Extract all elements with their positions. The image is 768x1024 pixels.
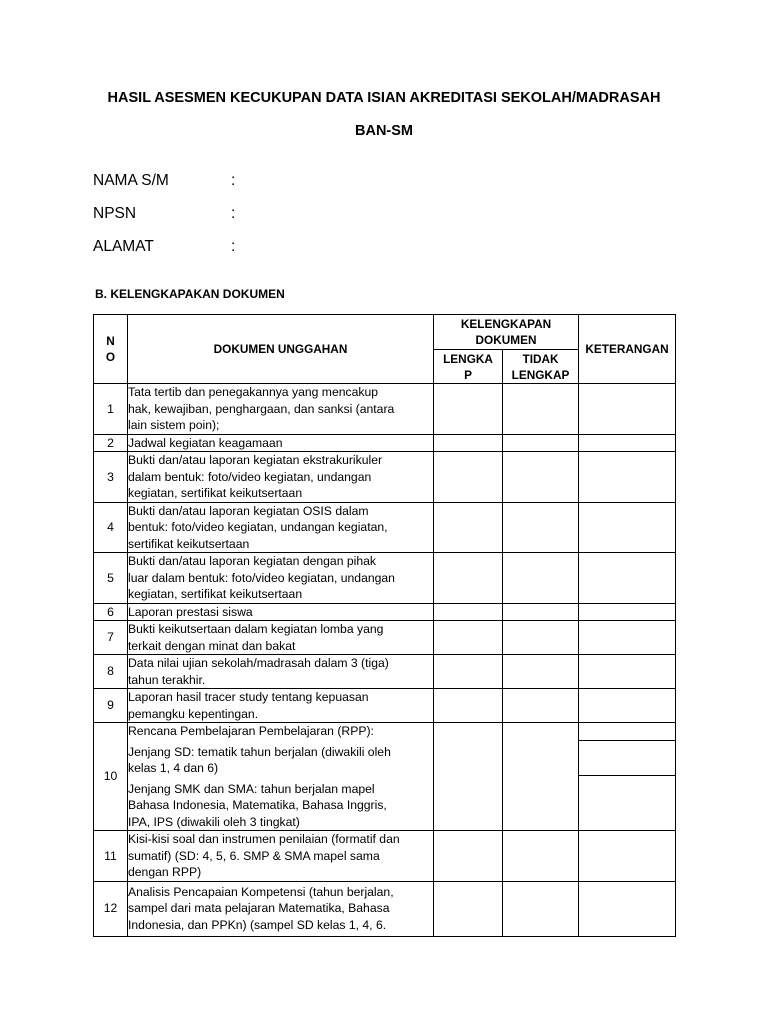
table-row xyxy=(94,655,676,689)
incomplete-cell[interactable] xyxy=(503,502,579,553)
complete-cell[interactable] xyxy=(434,831,503,882)
complete-cell[interactable] xyxy=(434,502,503,553)
row-document: Bukti dan/atau laporan kegiatan dengan pihak luar dalam bentuk: foto/video kegiatan, undangan kegiatan, sertifikat keikutsertaan xyxy=(128,553,434,604)
notes-cell[interactable] xyxy=(579,831,676,882)
field-colon: : xyxy=(231,172,236,189)
notes-cell[interactable] xyxy=(579,384,676,435)
notes-subcell[interactable] xyxy=(579,776,675,830)
table-row xyxy=(94,689,676,723)
field-npsn xyxy=(93,205,253,225)
field-colon: : xyxy=(231,205,236,222)
complete-cell[interactable] xyxy=(434,655,503,689)
row-document: Tata tertib dan penegakannya yang mencakup hak, kewajiban, penghargaan, dan sanksi (antara lain sistem poin); xyxy=(128,384,434,435)
notes-subcell[interactable] xyxy=(579,723,675,741)
document-title: HASIL ASESMEN KECUKUPAN DATA ISIAN AKREDITASI SEKOLAH/MADRASAH xyxy=(107,90,661,106)
field-colon: : xyxy=(231,238,236,255)
complete-cell[interactable] xyxy=(434,621,503,655)
table-row xyxy=(94,603,676,621)
row-document: Laporan hasil tracer study tentang kepuasan pemangku kepentingan. xyxy=(128,689,434,723)
notes-cell[interactable] xyxy=(579,655,676,689)
table-row xyxy=(94,384,676,435)
notes-cell-split xyxy=(579,723,676,831)
row-number: 1 xyxy=(94,384,128,435)
table-row xyxy=(94,831,676,882)
complete-cell[interactable] xyxy=(434,553,503,604)
row-number: 8 xyxy=(94,655,128,689)
complete-cell[interactable] xyxy=(434,603,503,621)
row-number: 6 xyxy=(94,603,128,621)
row-document: Kisi-kisi soal dan instrumen penilaian (formatif dan sumatif) (SD: 4, 5, 6. SMP & SMA mapel sama dengan RPP) xyxy=(128,831,434,882)
field-nama xyxy=(93,172,253,192)
incomplete-cell[interactable] xyxy=(503,655,579,689)
section-title: B. KELENGKAPAKAN DOKUMEN xyxy=(95,287,285,301)
row-document: Data nilai ujian sekolah/madrasah dalam 3 (tiga) tahun terakhir. xyxy=(128,655,434,689)
complete-cell[interactable] xyxy=(434,434,503,452)
header-document: DOKUMEN UNGGAHAN xyxy=(128,315,434,384)
complete-cell[interactable] xyxy=(434,881,503,936)
incomplete-cell[interactable] xyxy=(503,881,579,936)
notes-subcell[interactable] xyxy=(579,741,675,776)
row-number: 12 xyxy=(94,881,128,936)
header-complete: LENGKA P xyxy=(434,350,503,384)
notes-cell[interactable] xyxy=(579,502,676,553)
row-document: Rencana Pembelajaran Pembelajaran (RPP): Jenjang SD: tematik tahun berjalan (diwakili oleh kelas 1, 4 dan 6) Jenjang SMK dan SMA: tahun berjalan mapel Bahasa Indonesia, Matematika, Bahasa Inggris, IPA, IPS (diwakili oleh 3 tingkat) xyxy=(128,723,434,831)
row-document: Analisis Pencapaian Kompetensi (tahun berjalan, sampel dari mata pelajaran Matematika, Bahasa Indonesia, dan PPKn) (sampel SD kelas 1, 4, 6. xyxy=(128,881,434,936)
notes-cell[interactable] xyxy=(579,434,676,452)
table-row xyxy=(94,621,676,655)
document-table xyxy=(93,314,676,937)
incomplete-cell[interactable] xyxy=(503,621,579,655)
row-number: 7 xyxy=(94,621,128,655)
complete-cell[interactable] xyxy=(434,384,503,435)
incomplete-cell[interactable] xyxy=(503,452,579,503)
table-row xyxy=(94,502,676,553)
incomplete-cell[interactable] xyxy=(503,603,579,621)
field-label: NAMA S/M xyxy=(93,172,169,189)
incomplete-cell[interactable] xyxy=(503,831,579,882)
header-no: N O xyxy=(94,315,128,384)
incomplete-cell[interactable] xyxy=(503,434,579,452)
notes-cell[interactable] xyxy=(579,452,676,503)
row-document: Bukti dan/atau laporan kegiatan ekstrakurikuler dalam bentuk: foto/video kegiatan, undangan kegiatan, sertifikat keikutsertaan xyxy=(128,452,434,503)
complete-cell[interactable] xyxy=(434,689,503,723)
field-label: NPSN xyxy=(93,205,137,222)
notes-cell[interactable] xyxy=(579,621,676,655)
row-number: 3 xyxy=(94,452,128,503)
header-incomplete: TIDAK LENGKAP xyxy=(503,350,579,384)
incomplete-cell[interactable] xyxy=(503,553,579,604)
row-number: 11 xyxy=(94,831,128,882)
row-number: 10 xyxy=(94,723,128,831)
incomplete-cell[interactable] xyxy=(503,689,579,723)
table-row xyxy=(94,452,676,503)
notes-cell[interactable] xyxy=(579,881,676,936)
table-row xyxy=(94,434,676,452)
row-document: Jadwal kegiatan keagamaan xyxy=(128,434,434,452)
complete-cell[interactable] xyxy=(434,723,503,831)
row-number: 2 xyxy=(94,434,128,452)
notes-cell[interactable] xyxy=(579,689,676,723)
table-row xyxy=(94,723,676,831)
complete-cell[interactable] xyxy=(434,452,503,503)
row-number: 4 xyxy=(94,502,128,553)
header-completeness: KELENGKAPAN DOKUMEN xyxy=(434,315,579,350)
notes-cell[interactable] xyxy=(579,603,676,621)
field-label: ALAMAT xyxy=(93,238,154,255)
row-document: Bukti dan/atau laporan kegiatan OSIS dalam bentuk: foto/video kegiatan, undangan kegiatan, sertifikat keikutsertaan xyxy=(128,502,434,553)
notes-cell[interactable] xyxy=(579,553,676,604)
incomplete-cell[interactable] xyxy=(503,384,579,435)
table-row xyxy=(94,553,676,604)
incomplete-cell[interactable] xyxy=(503,723,579,831)
field-alamat xyxy=(93,238,253,258)
row-number: 9 xyxy=(94,689,128,723)
row-number: 5 xyxy=(94,553,128,604)
row-document: Bukti keikutsertaan dalam kegiatan lomba yang terkait dengan minat dan bakat xyxy=(128,621,434,655)
header-notes: KETERANGAN xyxy=(579,315,676,384)
row-document: Laporan prestasi siswa xyxy=(128,603,434,621)
document-subtitle: BAN-SM xyxy=(355,123,413,139)
table-row xyxy=(94,881,676,936)
